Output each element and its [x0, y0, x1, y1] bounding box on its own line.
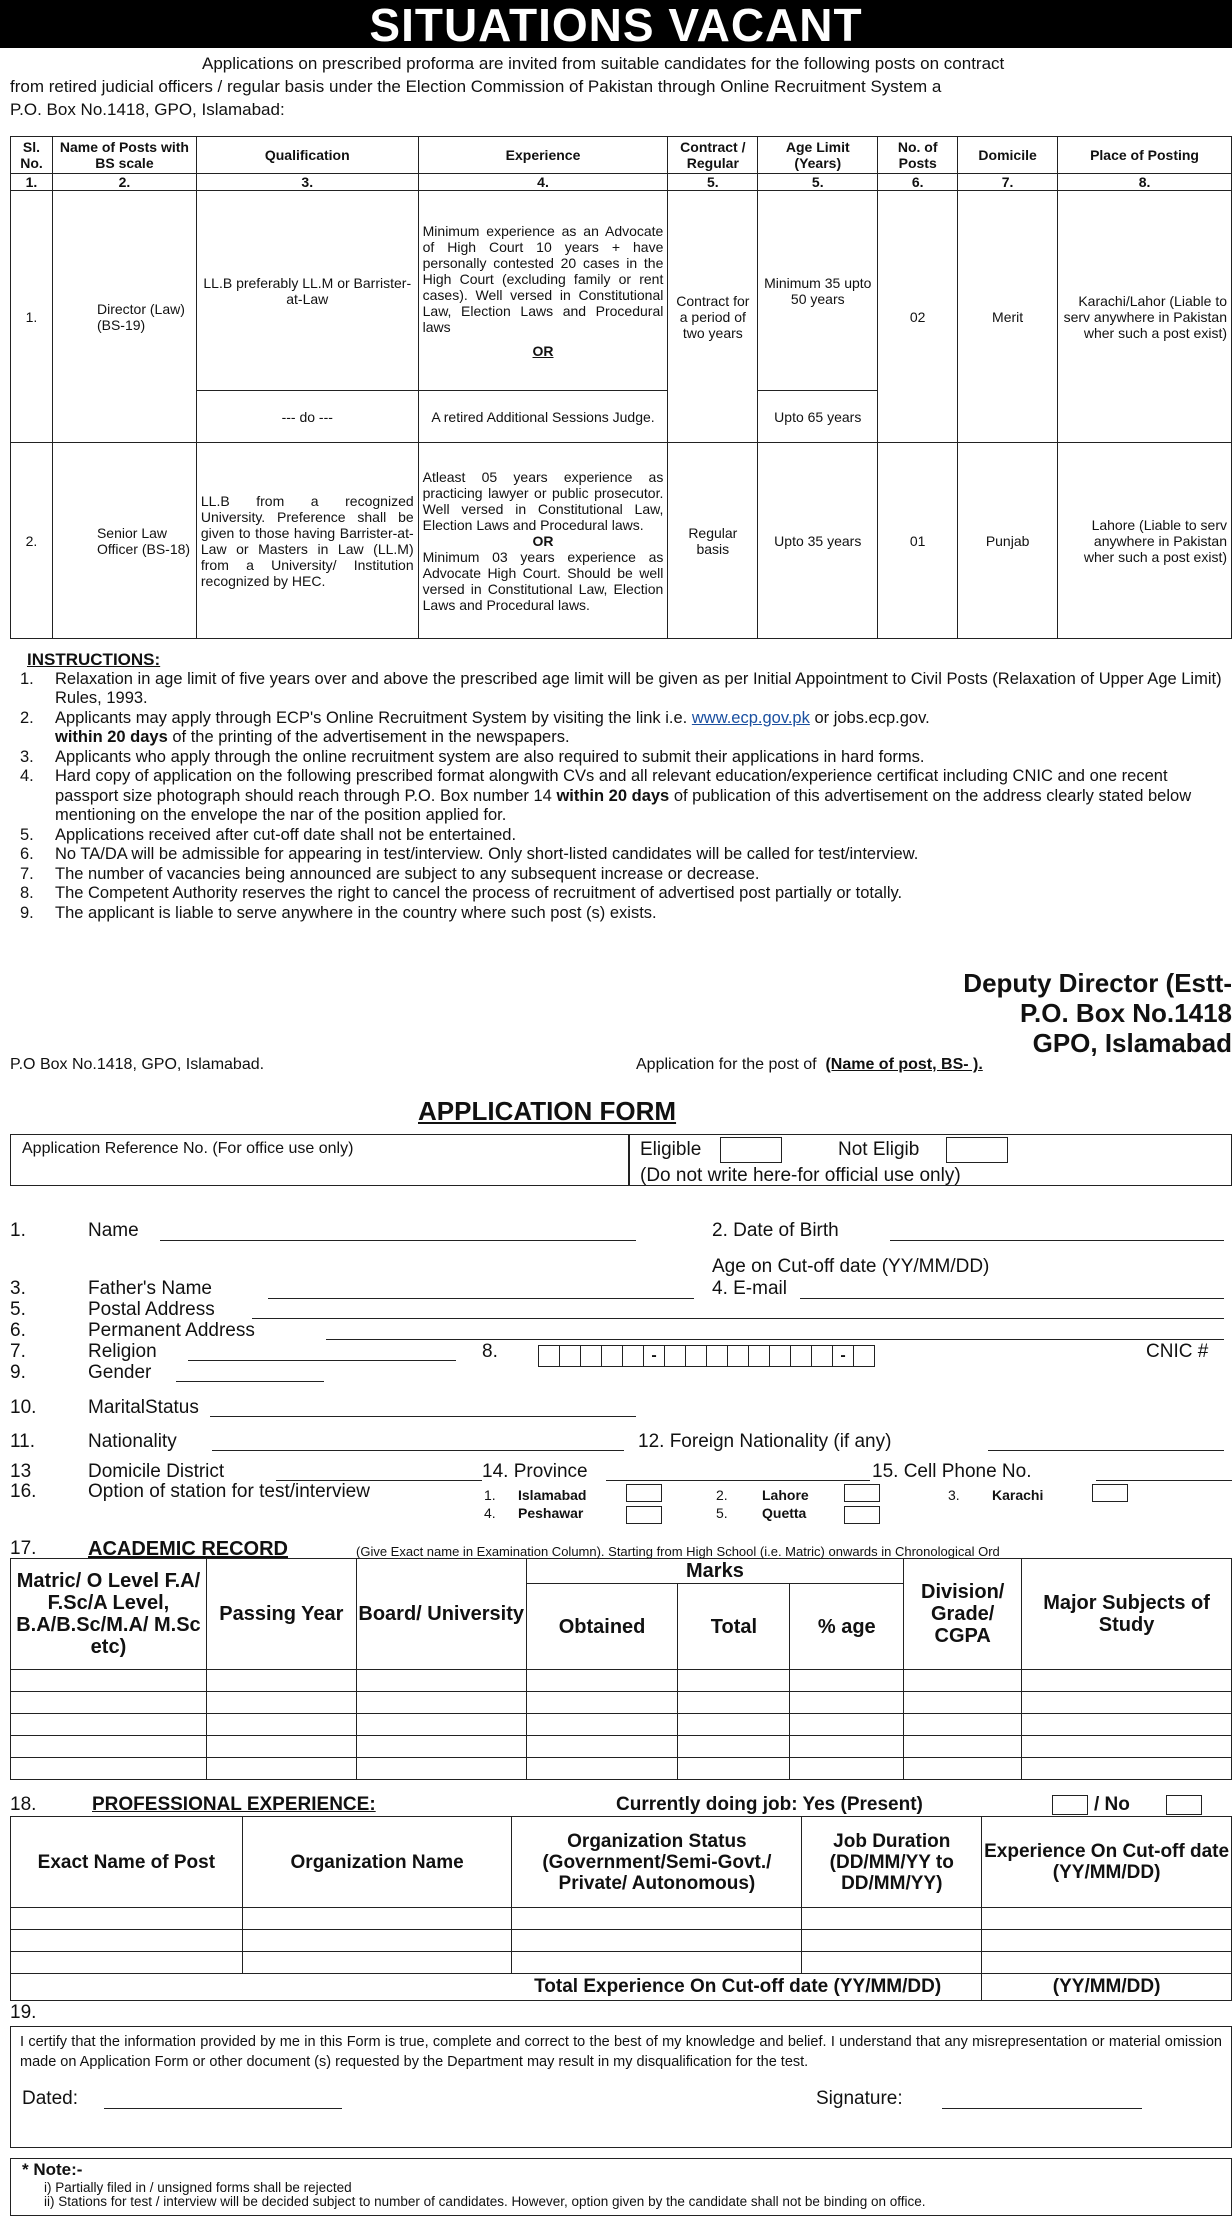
header-domicile: Domicile	[958, 137, 1058, 174]
col-percentage: % age	[790, 1584, 904, 1670]
col-number: 7.	[958, 174, 1058, 191]
age-cutoff-label: Age on Cut-off date (YY/MM/DD)	[712, 1256, 990, 1277]
apply-for-label: Application for the post of	[636, 1056, 817, 1073]
application-for-post	[636, 1056, 983, 1074]
academic-header-row	[11, 1559, 1232, 1584]
post-2-experience-b: Minimum 03 years experience as Advocate High Court. Should be well versed in Constitutional Law, Election Laws and Procedural laws.	[422, 548, 664, 613]
intro-line-1: Applications on prescribed proforma are invited from suitable candidates for the following posts on contract	[202, 54, 1005, 73]
academic-row[interactable]	[11, 1692, 1232, 1714]
station-quetta-checkbox[interactable]	[844, 1506, 880, 1524]
post-2-name: Senior Law Officer (BS-18)	[52, 443, 196, 639]
post-1-experience	[418, 191, 668, 391]
current-job-no-checkbox[interactable]	[1166, 1795, 1202, 1815]
dob-label: 2. Date of Birth	[712, 1220, 839, 1241]
field-number: 3.	[10, 1278, 26, 1299]
eligible-checkbox[interactable]	[720, 1137, 782, 1163]
cnic-digit-box[interactable]	[769, 1345, 791, 1367]
station-lahore-checkbox[interactable]	[844, 1484, 880, 1502]
field-number: 11.	[10, 1431, 36, 1452]
col-experience: Experience On Cut-off date (YY/MM/DD)	[982, 1817, 1232, 1908]
station-karachi-label: Karachi	[992, 1487, 1044, 1503]
posts-number-row	[11, 174, 1232, 191]
experience-total-row	[11, 1974, 1232, 2001]
instructions	[20, 650, 1232, 923]
academic-row[interactable]	[11, 1714, 1232, 1736]
note-heading: * Note:-	[22, 2160, 83, 2179]
instruction-text: Applicants may apply through ECP's Online Recruitment System by visiting the link i.e.	[55, 708, 692, 727]
not-eligible-label: Not Eligib	[838, 1139, 920, 1160]
instruction-text: Relaxation in age limit of five years over and above the prescribed age limit will be given as per Initial Appointment to Civil Posts (Relaxation of Upper Age Limit) Rules, 1993.	[55, 669, 1222, 707]
cnic-dash: -	[643, 1345, 665, 1367]
col-exam: Matric/ O Level F.A/ F.Sc/A Level, B.A/B.Sc/M.A/ M.Sc etc)	[11, 1559, 207, 1670]
post-1-posts: 02	[878, 191, 958, 443]
col-number: 8.	[1058, 174, 1232, 191]
col-number: 4.	[418, 174, 668, 191]
instruction-item	[20, 904, 1232, 924]
eligible-label: Eligible	[640, 1139, 702, 1160]
instruction-number: 6.	[20, 845, 34, 863]
cnic-digit-box[interactable]	[559, 1345, 581, 1367]
cnic-digit-box[interactable]	[748, 1345, 770, 1367]
domicile-district-label: Domicile District	[88, 1461, 225, 1482]
header-place: Place of Posting	[1058, 137, 1232, 174]
signatory-pobox: P.O. Box No.1418	[1020, 998, 1232, 1028]
current-job-yes-checkbox[interactable]	[1052, 1795, 1088, 1815]
instruction-text: of the printing of the advertisement in the newspapers.	[167, 728, 570, 746]
professional-experience-table	[10, 1816, 1232, 2001]
ecp-website-link[interactable]: www.ecp.gov.pk	[691, 708, 810, 727]
gender-label: Gender	[88, 1362, 152, 1383]
instruction-text: The Competent Authority reserves the right to cancel the process of recruitment of advertised post partially or totally.	[55, 884, 903, 902]
name-label: Name	[88, 1220, 139, 1241]
dated-label: Dated:	[22, 2088, 78, 2109]
station-peshawar-label: Peshawar	[518, 1505, 584, 1521]
col-subjects: Major Subjects of Study	[1022, 1559, 1232, 1670]
academic-record-note: (Give Exact name in Examination Column). Starting from High School (i.e. Matric) onwards in Chronological Ord	[356, 1544, 1000, 1559]
station-number: 4.	[484, 1505, 496, 1521]
field-number: 9.	[10, 1362, 26, 1383]
col-org-status: Organization Status (Government/Semi-Govt./ Private/ Autonomous)	[512, 1817, 802, 1908]
nationality-input[interactable]	[212, 1450, 624, 1451]
post-2-contract: Regular basis	[668, 443, 758, 639]
banner-title: SITUATIONS VACANT	[0, 0, 1232, 48]
application-form-title: APPLICATION FORM	[418, 1096, 677, 1126]
email-label: 4. E-mail	[712, 1278, 787, 1299]
instruction-number: 4.	[20, 767, 34, 785]
instruction-text: Hard copy of application on the following prescribed format alongwith CVs and all relevant education/experience certificat including CNIC and one recent passport size photograph should reach through P.O. Box number 14	[55, 767, 1168, 805]
col-organization: Organization Name	[242, 1817, 512, 1908]
post-1-experience-text: Minimum experience as an Advocate of High Court 10 years + have personally contested 20 cases in the High Court (excluding family or rent cases). Well versed in Constitutional Law, Election Laws and Procedural laws	[422, 222, 664, 335]
instruction-text: of publication of this advertisement on the address clearly stated below mentioning on the envelope the nar of the position applied for.	[55, 786, 1192, 824]
intro-paragraph	[10, 52, 1232, 121]
col-number: 6.	[878, 174, 958, 191]
dob-input[interactable]	[890, 1240, 1224, 1241]
post-2-age: Upto 35 years	[758, 443, 878, 639]
experience-row[interactable]	[11, 1952, 1232, 1974]
academic-record-table	[10, 1558, 1232, 1780]
note-item-1: i) Partially filed in / unsigned forms shall be rejected	[44, 2180, 352, 2195]
cell-phone-label: 15. Cell Phone No.	[872, 1461, 1032, 1482]
col-passing-year: Passing Year	[206, 1559, 356, 1670]
cell-phone-input[interactable]	[1096, 1480, 1232, 1481]
name-input[interactable]	[160, 1240, 636, 1241]
station-islamabad-checkbox[interactable]	[626, 1484, 662, 1502]
field-number: 16.	[10, 1481, 37, 1502]
col-number: 5.	[758, 174, 878, 191]
province-input[interactable]	[606, 1480, 870, 1481]
station-number: 5.	[716, 1505, 728, 1521]
instruction-item	[20, 767, 1232, 826]
col-total: Total	[678, 1584, 790, 1670]
instructions-list	[20, 670, 1232, 924]
header-name: Name of Posts with BS scale	[52, 137, 196, 174]
post-1-contract: Contract for a period of two years	[668, 191, 758, 443]
dated-input[interactable]	[104, 2108, 342, 2109]
col-number: 5.	[668, 174, 758, 191]
instruction-item	[20, 884, 1232, 904]
instruction-number: 1.	[20, 669, 34, 688]
cnic-digit-box[interactable]	[811, 1345, 833, 1367]
col-obtained: Obtained	[526, 1584, 678, 1670]
instruction-item	[20, 865, 1232, 885]
field-number: 1.	[10, 1220, 26, 1241]
instruction-item	[20, 826, 1232, 846]
col-number: 3.	[196, 174, 418, 191]
father-name-input[interactable]	[268, 1298, 694, 1299]
instruction-deadline: within 20 days	[556, 786, 670, 805]
post-2-posts: 01	[878, 443, 958, 639]
posts-table	[10, 136, 1232, 639]
instruction-number: 8.	[20, 884, 34, 902]
total-experience-value[interactable]: (YY/MM/DD)	[982, 1974, 1232, 2001]
instruction-item	[20, 670, 1232, 709]
post-row-2	[11, 443, 1232, 639]
cnic-dash: -	[832, 1345, 854, 1367]
instruction-item	[20, 845, 1232, 865]
post-1-age: Minimum 35 upto 50 years	[758, 191, 878, 391]
post-1-name: Director (Law) (BS-19)	[52, 191, 196, 443]
col-post: Exact Name of Post	[11, 1817, 243, 1908]
cnic-label: CNIC #	[1146, 1341, 1209, 1362]
header-qualification: Qualification	[196, 137, 418, 174]
col-marks: Marks	[526, 1559, 904, 1584]
email-input[interactable]	[800, 1298, 1224, 1299]
header-contract: Contract / Regular	[668, 137, 758, 174]
post-2-sl: 2.	[11, 443, 53, 639]
experience-row[interactable]	[11, 1908, 1232, 1930]
posts-header-row	[11, 137, 1232, 174]
academic-row[interactable]	[11, 1670, 1232, 1692]
header-posts: No. of Posts	[878, 137, 958, 174]
instruction-text: Applicants who apply through the online recruitment system are also required to submit their applications in hard forms.	[55, 747, 925, 766]
post-2-qualification: LL.B from a recognized University. Preference shall be given to those having Barrister-at-Law or Masters in Law (LL.M) from a University/ Institution recognized by HEC.	[196, 443, 418, 639]
signature-label: Signature:	[816, 2088, 903, 2109]
instruction-number: 5.	[20, 825, 34, 844]
station-karachi-checkbox[interactable]	[1092, 1484, 1128, 1502]
cnic-digit-box[interactable]	[664, 1345, 686, 1367]
professional-header-row	[11, 1817, 1232, 1908]
permanent-address-input[interactable]	[326, 1339, 1224, 1340]
signatory-title: Deputy Director (Estt-	[963, 968, 1232, 998]
religion-input[interactable]	[188, 1360, 456, 1361]
col-board: Board/ University	[356, 1559, 526, 1670]
official-use-note: (Do not write here-for official use only)	[640, 1165, 961, 1186]
instruction-item	[20, 748, 1232, 768]
post-1-place: Karachi/Lahor (Liable to serv anywhere in Pakistan wher such a post exist)	[1058, 191, 1232, 443]
postal-address-label: Postal Address	[88, 1299, 215, 1320]
field-number: 13	[10, 1461, 32, 1482]
field-number: 7.	[10, 1341, 26, 1362]
intro-line-3: P.O. Box No.1418, GPO, Islamabad:	[10, 100, 285, 119]
signature-input[interactable]	[942, 2108, 1142, 2109]
col-number: 1.	[11, 174, 53, 191]
cnic-digit-box[interactable]	[853, 1345, 875, 1367]
instruction-number: 2.	[20, 708, 34, 727]
field-number: 6.	[10, 1320, 26, 1341]
station-option-label: Option of station for test/interview	[88, 1481, 370, 1502]
cnic-boxes[interactable]	[538, 1345, 875, 1367]
form-address: P.O Box No.1418, GPO, Islamabad.	[10, 1056, 265, 1073]
professional-experience-heading: PROFESSIONAL EXPERIENCE:	[92, 1794, 376, 1815]
currently-doing-job-label: Currently doing job: Yes (Present)	[616, 1794, 923, 1815]
post-1-sub-age: Upto 65 years	[758, 391, 878, 443]
foreign-nationality-label: 12. Foreign Nationality (if any)	[638, 1431, 892, 1452]
station-number: 1.	[484, 1487, 496, 1503]
experience-row[interactable]	[11, 1930, 1232, 1952]
instruction-text: Applications received after cut-off date shall not be entertained.	[55, 825, 517, 844]
post-2-experience-a: Atleast 05 years experience as practicing lawyer or public prosecutor. Well versed in Constitutional Law, Election Laws and Procedural laws.	[422, 468, 664, 533]
cnic-digit-box[interactable]	[727, 1345, 749, 1367]
father-name-label: Father's Name	[88, 1278, 213, 1299]
post-name-placeholder: (Name of post, BS- ).	[825, 1056, 983, 1073]
academic-row[interactable]	[11, 1758, 1232, 1780]
foreign-nationality-input[interactable]	[988, 1450, 1224, 1451]
instruction-number: 9.	[20, 903, 34, 922]
post-1-sl: 1.	[11, 191, 53, 443]
post-2-domicile: Punjab	[958, 443, 1058, 639]
postal-address-input[interactable]	[252, 1318, 1224, 1319]
section-number: 18.	[10, 1794, 37, 1815]
post-2-or: OR	[532, 532, 554, 549]
field-number: 8.	[482, 1341, 498, 1362]
reference-divider	[628, 1134, 630, 1186]
instruction-text: The number of vacancies being announced are subject to any subsequent increase or decrease.	[55, 864, 760, 883]
header-age: Age Limit (Years)	[758, 137, 878, 174]
signatory-city: GPO, Islamabad	[1032, 1028, 1232, 1058]
col-number: 2.	[52, 174, 196, 191]
header-experience: Experience	[418, 137, 668, 174]
marital-status-input[interactable]	[210, 1416, 636, 1417]
permanent-address-label: Permanent Address	[88, 1320, 255, 1341]
post-row-1	[11, 191, 1232, 391]
section-number: 19.	[10, 2002, 37, 2023]
station-peshawar-checkbox[interactable]	[626, 1506, 662, 1524]
header-sl: Sl. No.	[11, 137, 53, 174]
certification-text: I certify that the information provided by me in this Form is true, complete and correct to the best of my knowledge and belief. I understand that any misrepresentation or material omission made on Application Form or other document (s) requested by the Department may result in my disqualification for the test.	[20, 2034, 1222, 2070]
academic-record-heading: ACADEMIC RECORD	[88, 1538, 288, 1560]
post-1-domicile: Merit	[958, 191, 1058, 443]
note-item-2: ii) Stations for test / interview will be decided subject to number of candidates. However, option given by the candidate shall not be binding on office.	[44, 2194, 926, 2209]
marital-status-label: MaritalStatus	[88, 1397, 199, 1418]
province-label: 14. Province	[482, 1461, 588, 1482]
post-1-sub-qualification: --- do ---	[196, 391, 418, 443]
signatory-block	[872, 968, 1232, 1058]
cnic-digit-box[interactable]	[706, 1345, 728, 1367]
section-number: 17.	[10, 1538, 37, 1559]
field-number: 10.	[10, 1397, 37, 1418]
nationality-label: Nationality	[88, 1431, 177, 1452]
cnic-digit-box[interactable]	[580, 1345, 602, 1367]
post-2-experience	[418, 443, 668, 639]
post-2-place: Lahore (Liable to serv anywhere in Pakistan wher such a post exist)	[1058, 443, 1232, 639]
religion-label: Religion	[88, 1341, 157, 1362]
instruction-text: The applicant is liable to serve anywhere in the country where such post (s) exists.	[55, 903, 657, 922]
instruction-text: or jobs.ecp.gov.	[809, 708, 930, 727]
reference-label: Application Reference No. (For office use only)	[22, 1140, 354, 1157]
intro-line-2: from retired judicial officers / regular basis under the Election Commission of Pakistan through Online Recruitment System a	[10, 77, 942, 96]
cnic-digit-box[interactable]	[601, 1345, 623, 1367]
station-number: 3.	[948, 1487, 960, 1503]
total-experience-label: Total Experience On Cut-off date (YY/MM/DD)	[11, 1974, 982, 2001]
station-quetta-label: Quetta	[762, 1505, 807, 1521]
field-number: 5.	[10, 1299, 26, 1320]
instructions-heading: INSTRUCTIONS:	[27, 650, 161, 669]
station-islamabad-label: Islamabad	[518, 1487, 587, 1503]
current-job-no-label: / No	[1094, 1794, 1130, 1815]
instruction-deadline: within 20 days	[55, 728, 168, 746]
post-1-sub-experience: A retired Additional Sessions Judge.	[418, 391, 668, 443]
col-job-duration: Job Duration (DD/MM/YY to DD/MM/YY)	[802, 1817, 982, 1908]
gender-input[interactable]	[176, 1381, 324, 1382]
cnic-digit-box[interactable]	[622, 1345, 644, 1367]
academic-row[interactable]	[11, 1736, 1232, 1758]
station-number: 2.	[716, 1487, 728, 1503]
cnic-digit-box[interactable]	[685, 1345, 707, 1367]
instruction-number: 7.	[20, 864, 34, 883]
post-1-qualification: LL.B preferably LL.M or Barrister-at-Law	[196, 191, 418, 391]
cnic-digit-box[interactable]	[538, 1345, 560, 1367]
not-eligible-checkbox[interactable]	[946, 1137, 1008, 1163]
station-lahore-label: Lahore	[762, 1487, 809, 1503]
instruction-number: 3.	[20, 747, 34, 766]
instruction-item	[20, 709, 1232, 748]
instruction-text: No TA/DA will be admissible for appearing in test/interview. Only short-listed candidates will be called for test/interview.	[55, 845, 919, 863]
col-division: Division/ Grade/ CGPA	[904, 1559, 1022, 1670]
post-1-or: OR	[532, 342, 554, 359]
cnic-digit-box[interactable]	[790, 1345, 812, 1367]
